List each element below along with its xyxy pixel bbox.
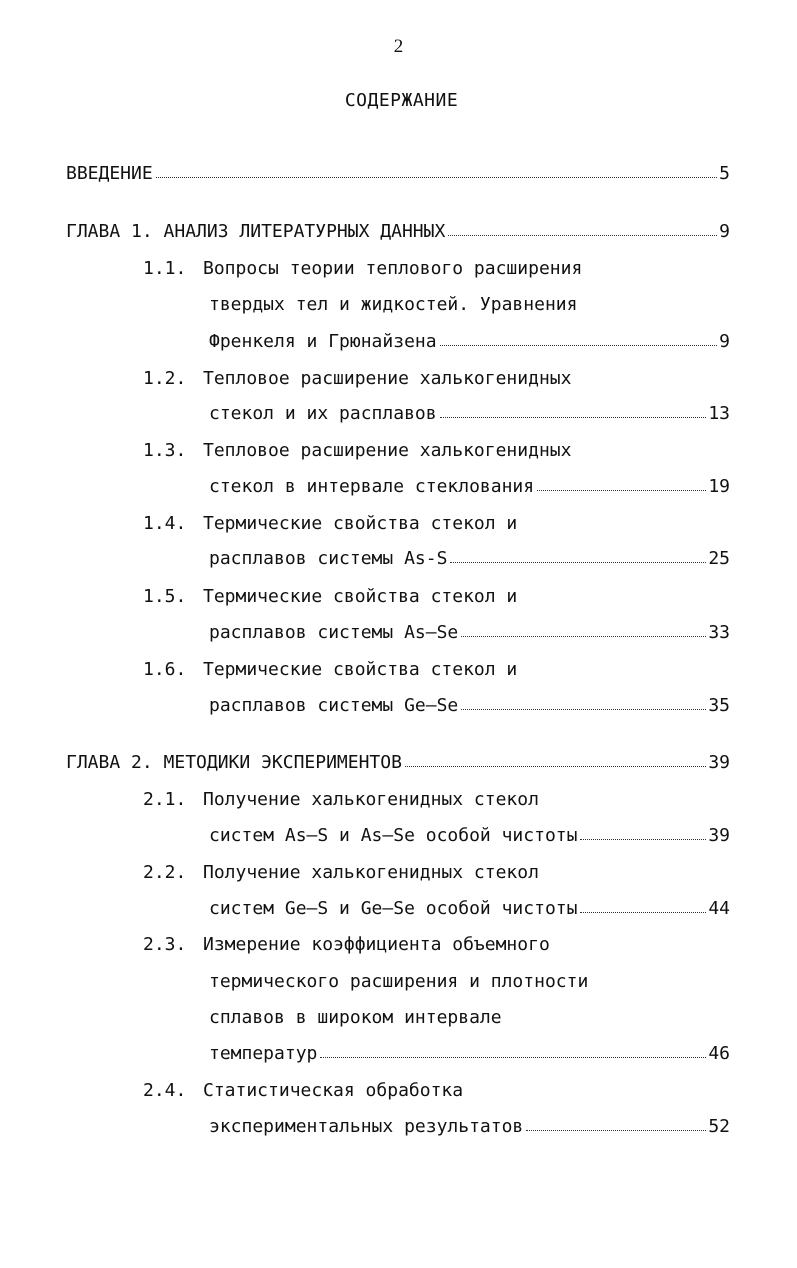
- section-title-line: Френкеля и Грюнайзена: [209, 331, 437, 352]
- dot-leader: [537, 489, 706, 491]
- section-number: 1.3.: [143, 440, 187, 461]
- section-page: 25: [708, 548, 730, 569]
- dot-leader: [461, 708, 706, 710]
- toc-section-2-1: [143, 788, 539, 812]
- toc-section-1-5: [143, 585, 517, 609]
- section-number: 1.2.: [143, 368, 187, 389]
- section-number: 2.4.: [143, 1080, 187, 1101]
- dot-leader: [448, 234, 717, 236]
- section-title-line: Статистическая обработка: [203, 1080, 464, 1101]
- section-number: 2.3.: [143, 934, 187, 955]
- dot-leader: [156, 176, 717, 178]
- toc-section-2-4-last: [209, 1115, 730, 1139]
- toc-section-2-1-last: [209, 824, 730, 848]
- dot-leader: [580, 838, 706, 840]
- section-number: 1.6.: [143, 659, 187, 680]
- toc-section-1-1: [143, 257, 582, 281]
- section-title-line: Тепловое расширение халькогенидных: [203, 440, 572, 461]
- section-page: 33: [708, 622, 730, 643]
- toc-section-1-6-last: [209, 694, 730, 718]
- toc-chapter-2: [66, 751, 730, 775]
- section-title-line: Термические свойства стекол и: [203, 586, 518, 607]
- section-title-line: стекол и их расплавов: [209, 403, 437, 424]
- page-number: 2: [393, 36, 404, 57]
- toc-section-1-3: [143, 439, 571, 463]
- toc-section-1-6: [143, 658, 517, 682]
- section-title-line: расплавов системы As-S: [209, 548, 448, 569]
- dot-leader: [580, 911, 706, 913]
- toc-section-2-2-last: [209, 897, 730, 921]
- section-page: 19: [708, 476, 730, 497]
- toc-chapter-1: [66, 220, 730, 244]
- section-number: 1.5.: [143, 586, 187, 607]
- section-page: 13: [708, 403, 730, 424]
- section-page: 35: [708, 695, 730, 716]
- section-title-line: Тепловое расширение халькогенидных: [203, 368, 572, 389]
- section-title-line: температур: [209, 1043, 318, 1064]
- section-page: 52: [708, 1116, 730, 1137]
- section-title-line: твердых тел и жидкостей. Уравнения: [209, 294, 578, 315]
- section-number: 1.1.: [143, 258, 187, 279]
- section-page: 9: [719, 331, 730, 352]
- toc-section-1-4: [143, 512, 517, 536]
- section-title-line: Измерение коэффициента объемного: [203, 934, 550, 955]
- toc-entry-intro: [66, 162, 730, 186]
- section-page: 39: [708, 825, 730, 846]
- section-page: 44: [708, 898, 730, 919]
- section-title-line: Получение халькогенидных стекол: [203, 789, 539, 810]
- toc-chapter-page: 9: [719, 221, 730, 242]
- section-title-line: экспериментальных результатов: [209, 1116, 524, 1137]
- section-title-line: расплавов системы As—Se: [209, 622, 459, 643]
- toc-section-1-2: [143, 367, 571, 391]
- toc-chapter-label: ГЛАВА 1. АНАЛИЗ ЛИТЕРАТУРНЫХ ДАННЫХ: [66, 221, 446, 242]
- toc-section-1-2-last: [209, 402, 730, 426]
- section-title-line: сплавов в широком интервале: [209, 1007, 502, 1028]
- section-title-line: Термические свойства стекол и: [203, 513, 518, 534]
- dot-leader: [440, 416, 707, 418]
- toc-entry-label: ВВЕДЕНИЕ: [66, 163, 153, 184]
- toc-section-2-2: [143, 861, 539, 885]
- section-title-line: термического расширения и плотности: [209, 971, 589, 992]
- toc-section-1-1-last: [209, 330, 730, 354]
- toc-section-2-3: [143, 933, 550, 957]
- toc-chapter-page: 39: [708, 752, 730, 773]
- section-title-line: Термические свойства стекол и: [203, 659, 518, 680]
- section-title-line: расплавов системы Ge—Se: [209, 695, 459, 716]
- dot-leader: [450, 561, 706, 563]
- section-number: 2.2.: [143, 862, 187, 883]
- dot-leader: [526, 1129, 706, 1131]
- dot-leader: [440, 344, 718, 346]
- toc-title: СОДЕРЖАНИЕ: [344, 90, 459, 111]
- toc-section-1-5-last: [209, 621, 730, 645]
- dot-leader: [461, 635, 706, 637]
- toc-section-2-3-last: [209, 1042, 730, 1066]
- section-title-line: Вопросы теории теплового расширения: [203, 258, 583, 279]
- toc-section-2-4: [143, 1079, 463, 1103]
- section-page: 46: [708, 1043, 730, 1064]
- toc-entry-page: 5: [719, 163, 730, 184]
- section-title-line: Получение халькогенидных стекол: [203, 862, 539, 883]
- section-number: 1.4.: [143, 513, 187, 534]
- toc-section-1-3-last: [209, 475, 730, 499]
- dot-leader: [405, 765, 706, 767]
- dot-leader: [320, 1056, 706, 1058]
- section-title-line: систем As—S и As—Se особой чистоты: [209, 825, 578, 846]
- section-number: 2.1.: [143, 789, 187, 810]
- toc-chapter-label: ГЛАВА 2. МЕТОДИКИ ЭКСПЕРИМЕНТОВ: [66, 752, 402, 773]
- section-title-line: систем Ge—S и Ge—Se особой чистоты: [209, 898, 578, 919]
- section-title-line: стекол в интервале стеклования: [209, 476, 535, 497]
- toc-section-1-4-last: [209, 547, 730, 571]
